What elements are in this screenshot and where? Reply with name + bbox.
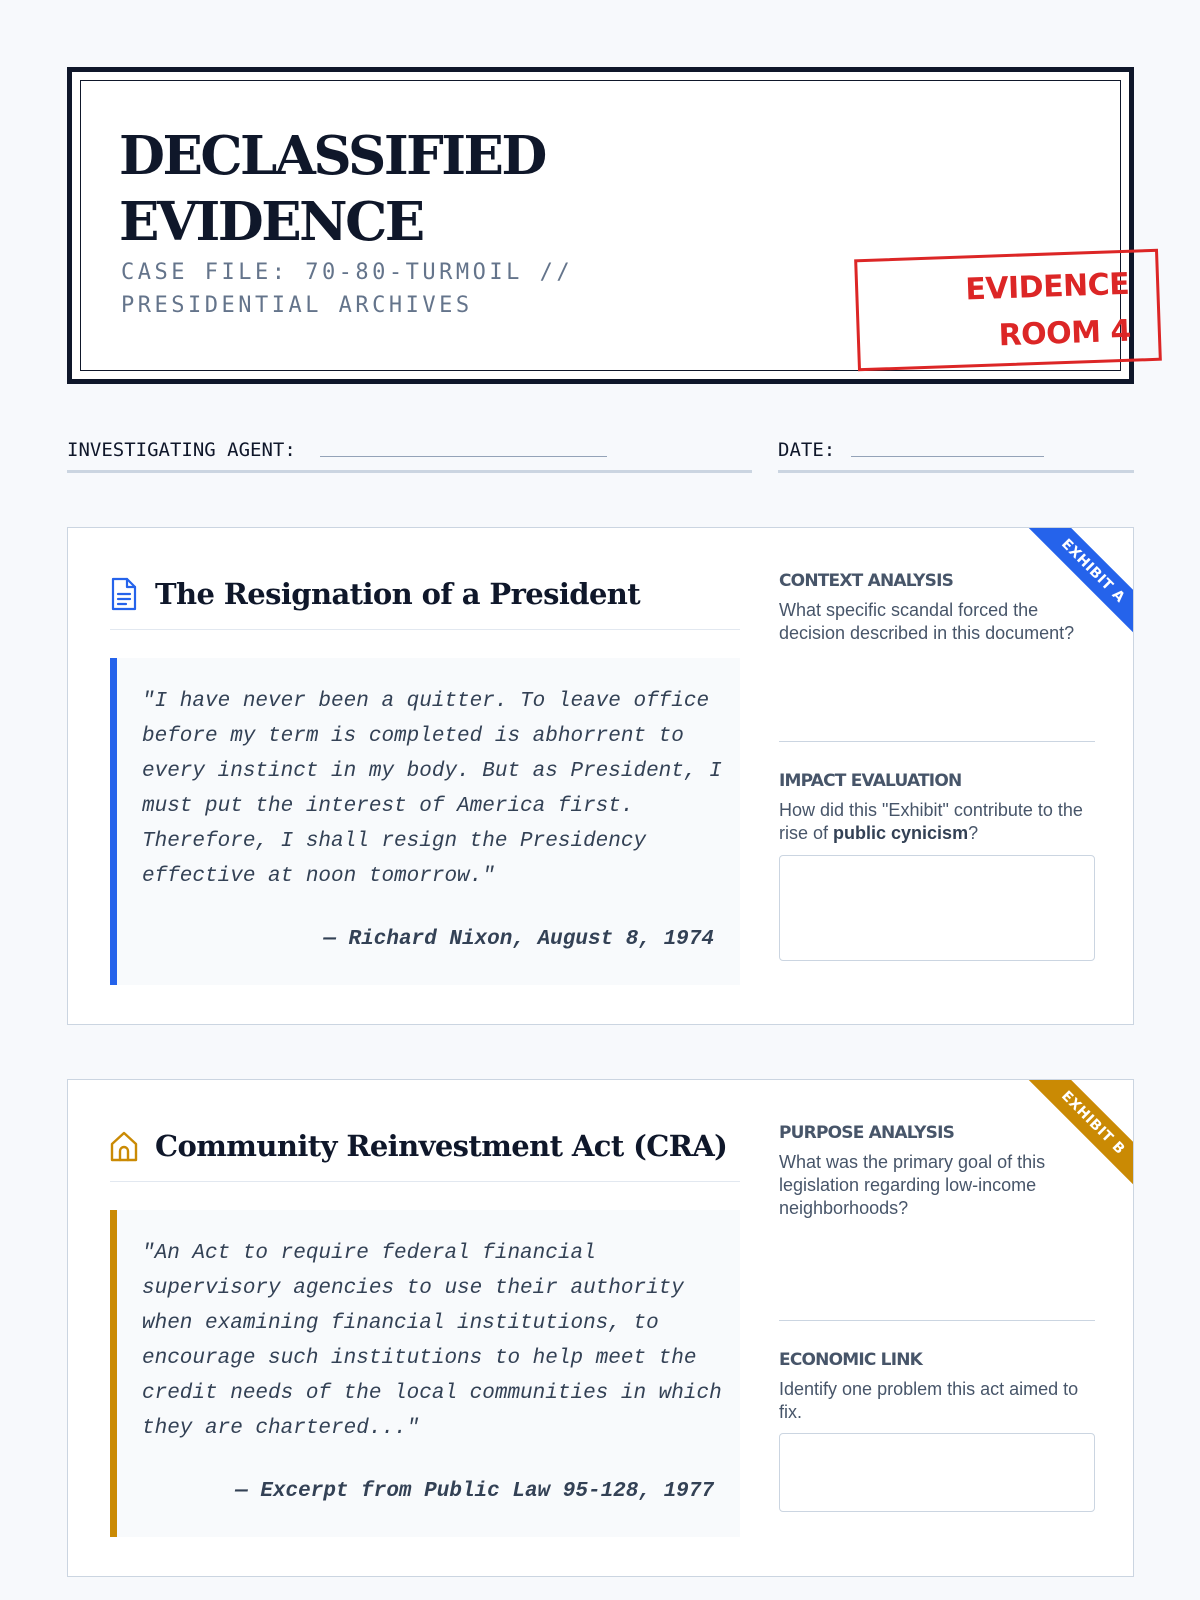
case-file-subtitle-line-1: CASE FILE: 70-80-TURMOIL //: [121, 260, 574, 285]
impact-evaluation-label: IMPACT EVALUATION: [779, 771, 962, 791]
context-answer-line[interactable]: [779, 741, 1095, 742]
impact-evaluation-question: [779, 771, 1095, 845]
title-divider: [110, 629, 740, 630]
exhibit-a-title: The Resignation of a President: [155, 577, 641, 611]
investigating-agent-label: INVESTIGATING AGENT:: [67, 439, 296, 461]
purpose-answer-line[interactable]: [779, 1320, 1095, 1321]
investigating-agent-field[interactable]: [67, 437, 752, 473]
economic-link-label: ECONOMIC LINK: [779, 1350, 923, 1370]
economic-link-prompt: Identify one problem this act aimed to fix.: [779, 1379, 1079, 1423]
impact-prompt-text: How did this "Exhibit" contribute to the rise of: [779, 800, 1083, 844]
exhibit-b-quote: "An Act to require federal financial supervisory agencies to use their authority when examining financial institutions, to encourage such institutions to help meet the credit needs of the local communities in which they are chartered...": [142, 1242, 722, 1440]
exhibit-card-a: [67, 527, 1134, 1025]
context-analysis-prompt: What specific scandal forced the decision described in this document?: [779, 600, 1075, 644]
date-write-line[interactable]: [851, 456, 1044, 457]
exhibit-b-ribbon: EXHIBIT B: [1026, 1079, 1134, 1190]
context-analysis-question: [779, 571, 1095, 645]
page-title-line-1: DECLASSIFIED: [119, 125, 545, 187]
exhibit-a-quote-box: [110, 658, 740, 985]
exhibit-b-quote-box: [110, 1210, 740, 1537]
purpose-analysis-label: PURPOSE ANALYSIS: [779, 1123, 955, 1143]
date-label: DATE:: [778, 439, 836, 461]
header-inner-frame: [80, 80, 1132, 371]
context-analysis-label: CONTEXT ANALYSIS: [779, 571, 954, 591]
agent-write-line[interactable]: [320, 456, 607, 457]
page-title-line-2: EVIDENCE: [119, 191, 423, 253]
exhibit-card-b: [67, 1079, 1134, 1577]
home-icon: [110, 1129, 138, 1163]
economic-link-question: [779, 1350, 1095, 1424]
worksheet-header: [67, 67, 1134, 384]
stamp-line-1: EVIDENCE: [964, 266, 1130, 308]
impact-evaluation-prompt: [779, 799, 1095, 845]
exhibit-a-quote: "I have never been a quitter. To leave office before my term is completed is abhorrent to every instinct in my body. But as President, I must put the interest of America first. Therefore, I shall resign the Presidency effective at noon tomorrow.": [142, 690, 722, 888]
economic-link-answer-box[interactable]: [779, 1433, 1095, 1512]
impact-prompt-end: ?: [968, 823, 979, 844]
impact-prompt-emphasis: public cynicism: [833, 823, 969, 844]
stamp-line-2: ROOM 4: [998, 313, 1132, 354]
purpose-analysis-prompt: What was the primary goal of this legislation regarding low-income neighborhoods?: [779, 1152, 1046, 1219]
exhibit-a-source: — Richard Nixon, August 8, 1974: [323, 928, 714, 951]
exhibit-b-title: Community Reinvestment Act (CRA): [155, 1129, 728, 1163]
impact-answer-box[interactable]: [779, 855, 1095, 961]
date-field[interactable]: [778, 437, 1134, 473]
evidence-room-stamp: [854, 249, 1162, 372]
case-file-subtitle-line-2: PRESIDENTIAL ARCHIVES: [121, 293, 473, 318]
purpose-analysis-question: [779, 1123, 1095, 1220]
title-divider: [110, 1181, 740, 1182]
document-icon: [110, 577, 138, 611]
exhibit-a-ribbon: EXHIBIT A: [1026, 527, 1134, 638]
exhibit-b-source: — Excerpt from Public Law 95-128, 1977: [235, 1480, 714, 1503]
